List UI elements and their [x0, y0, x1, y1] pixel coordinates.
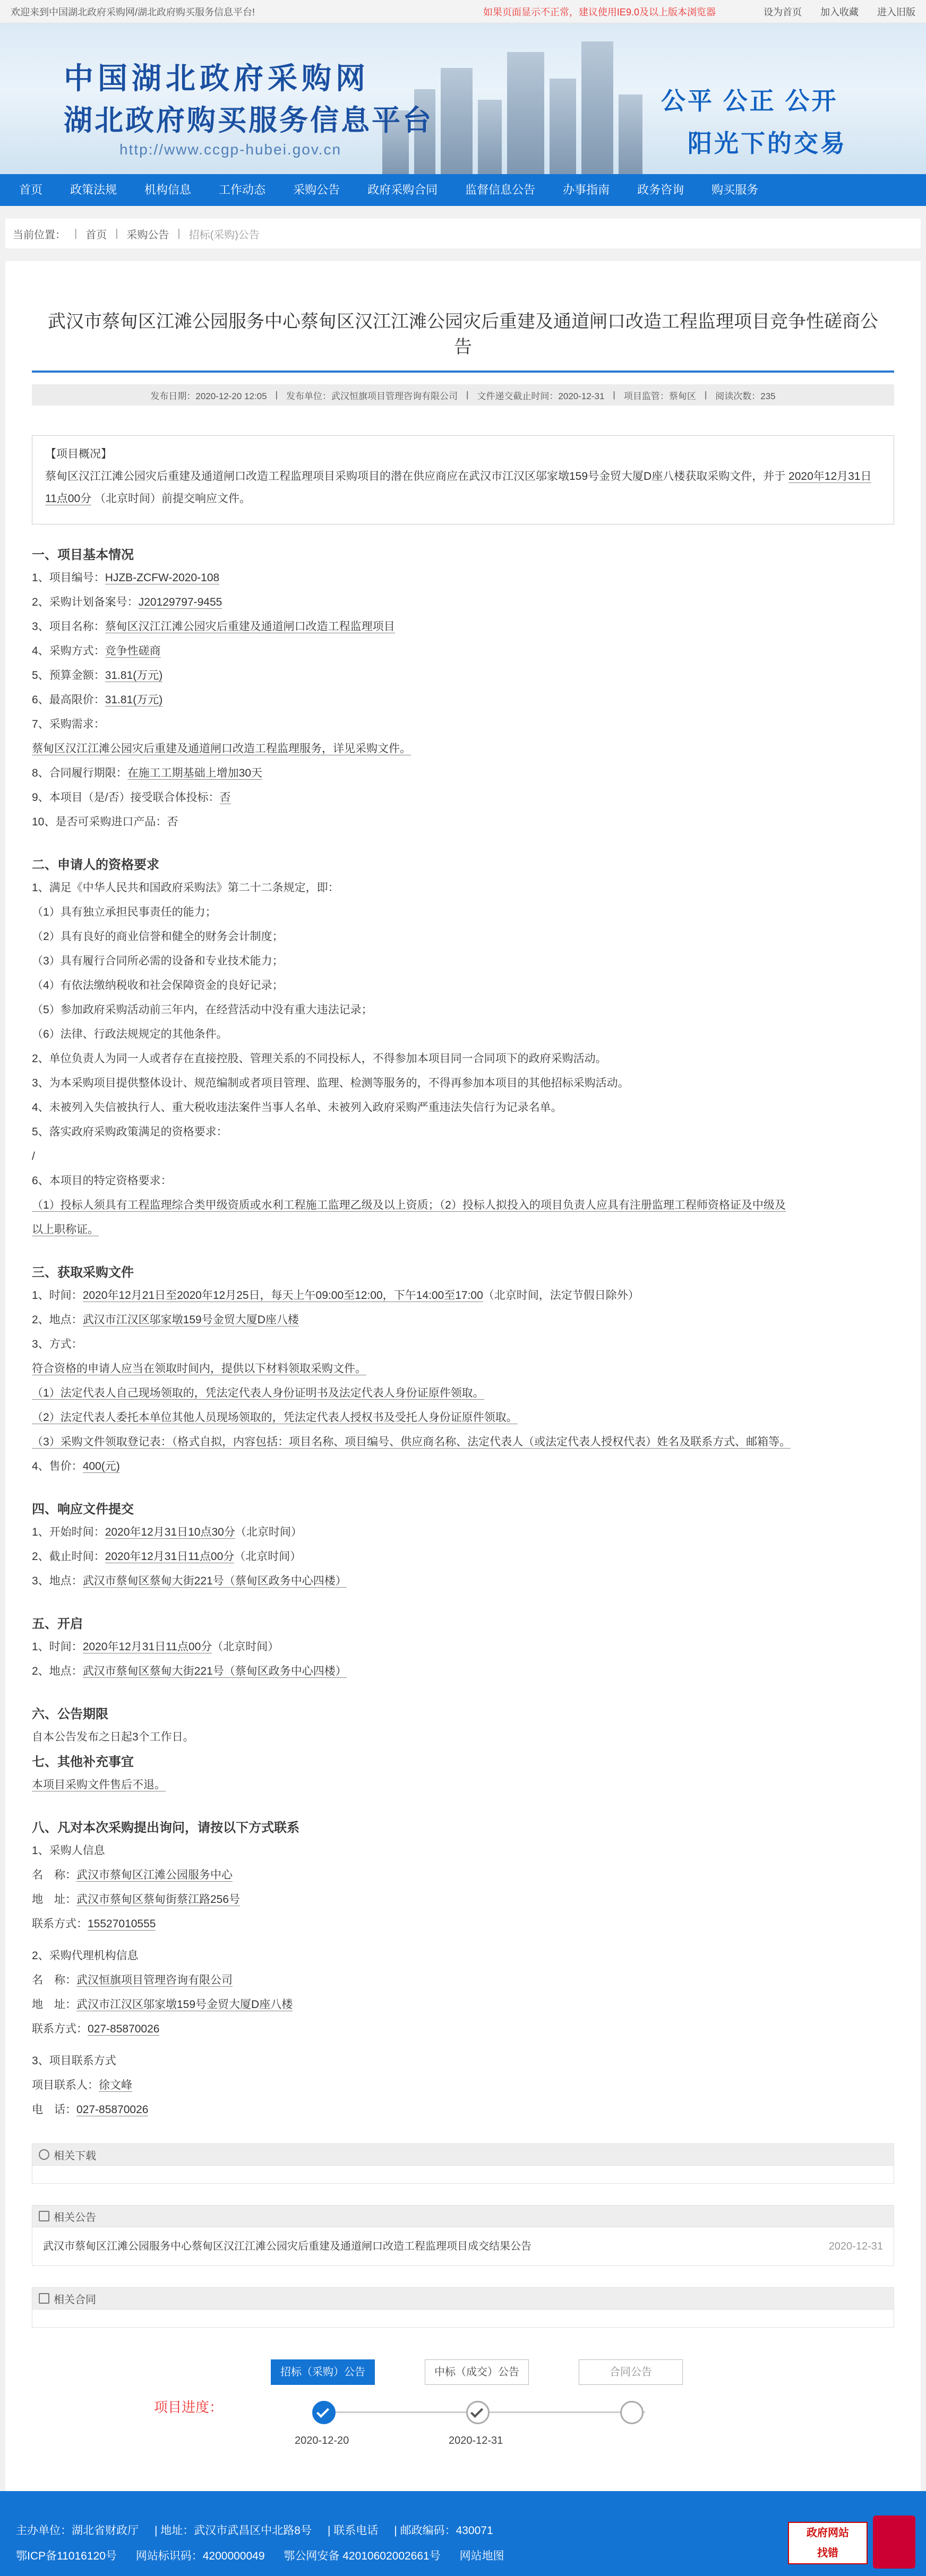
- region: 项目监管：蔡甸区: [623, 391, 696, 401]
- obtain-method-item: （2）法定代表人委托本单位其他人员现场领取的，凭法定代表人授权书及受托人身份证原件领取。: [32, 1411, 518, 1424]
- section-heading-8: 八、凡对本次采购提出询问，请按以下方式联系: [32, 1821, 299, 1835]
- related-notices: [32, 2205, 894, 2266]
- step-award-notice[interactable]: 中标（成交）公告: [425, 2359, 529, 2385]
- qualification-line: （4）有依法缴纳税收和社会保障资金的良好记录；: [32, 979, 284, 992]
- view-count: 阅读次数：235: [715, 391, 776, 401]
- purchaser-phone: 15527010555: [88, 1918, 156, 1930]
- related-downloads: [32, 2143, 894, 2184]
- section-heading-2: 二、申请人的资格要求: [32, 858, 159, 872]
- label: 地 址：: [32, 1893, 76, 1906]
- obtain-method-text: 符合资格的申请人应当在领取时间内，提供以下材料领取采购文件。: [32, 1363, 366, 1375]
- consortium-allowed: 否: [219, 791, 231, 804]
- submit-start: 2020年12月31日10点30分: [105, 1526, 235, 1538]
- project-progress: [32, 2354, 894, 2482]
- qualification-line: （1）具有独立承担民事责任的能力；: [32, 906, 217, 918]
- contact-phone: 027-85870026: [76, 2104, 149, 2116]
- badge-line2: 找错: [817, 2547, 838, 2559]
- title-divider: [32, 371, 894, 373]
- time-note: （北京时间）: [212, 1641, 279, 1653]
- related-downloads-title: 相关下载: [54, 2150, 96, 2162]
- nav-contracts[interactable]: 政府采购合同: [367, 183, 438, 196]
- label: 名 称：: [32, 1974, 76, 1986]
- label: 6、最高限价：: [32, 694, 105, 706]
- label: 3、项目名称：: [32, 621, 105, 633]
- old-version-link[interactable]: 进入旧版: [877, 6, 915, 18]
- overview-text: 蔡甸区汉江江滩公园灾后重建及通道闸口改造工程监理项目采购项目的潜在供应商应在武汉市江汉区邬家墩159号金贸大厦D座八楼获取采购文件，并于: [45, 470, 786, 483]
- label: 电 话：: [32, 2104, 76, 2116]
- progress-label: 项目进度：: [154, 2399, 224, 2415]
- nav-guide[interactable]: 办事指南: [563, 183, 610, 196]
- agency-address: 武汉市江汉区邬家墩159号金贸大厦D座八楼: [76, 1998, 293, 2011]
- nav-home[interactable]: 首页: [19, 183, 43, 196]
- deadline: 文件递交截止时间：2020-12-31: [477, 391, 605, 401]
- related-contracts: [32, 2287, 894, 2328]
- label: 4、采购方式：: [32, 645, 105, 657]
- report-error-badge[interactable]: [788, 2522, 868, 2564]
- publish-date: 发布日期：2020-12-20 12:05: [150, 391, 267, 401]
- qualification-line: （5）参加政府采购活动前三年内，在经营活动中没有重大违法记录；: [32, 1004, 373, 1016]
- nav-policy[interactable]: 政策法规: [70, 183, 117, 196]
- label: 联系方式：: [32, 1918, 88, 1930]
- qualification-line: 1、满足《中华人民共和国政府采购法》第二十二条规定，即：: [32, 882, 339, 894]
- article-panel: [5, 261, 921, 2544]
- top-bar: [0, 0, 926, 23]
- requirements-label: 7、采购需求：: [32, 718, 105, 730]
- footer-post: 邮政编码：430071: [400, 2525, 493, 2537]
- label: 5、预算金额：: [32, 669, 105, 682]
- set-homepage-link[interactable]: 设为首页: [763, 6, 802, 18]
- label: 4、售价：: [32, 1460, 83, 1472]
- contact-group-title: 3、项目联系方式: [32, 2055, 116, 2067]
- qualification-line: （6）法律、行政法规规定的其他条件。: [32, 1028, 228, 1040]
- add-favorite-link[interactable]: 加入收藏: [820, 6, 859, 18]
- label: 联系方式：: [32, 2023, 88, 2035]
- related-notices-title: 相关公告: [54, 2211, 96, 2224]
- label: 名 称：: [32, 1869, 76, 1881]
- browser-notice: 如果页面显示不正常，建议使用IE9.0及以上版本浏览器: [483, 6, 716, 18]
- page-title: 武汉市蔡甸区江滩公园服务中心蔡甸区汉江江滩公园灾后重建及通道闸口改造工程监理项目竞争性磋商公告: [48, 312, 878, 357]
- procurement-method: 竞争性磋商: [105, 645, 161, 657]
- section-heading-6: 六、公告期限: [32, 1707, 108, 1721]
- qualification-line: （3）具有履行合同所必需的设备和专业技术能力；: [32, 955, 284, 967]
- notice-period: 自本公告发布之日起3个工作日。: [32, 1731, 194, 1743]
- list-icon: [39, 2293, 49, 2304]
- step-node-2: [466, 2401, 490, 2424]
- step-tender-notice[interactable]: 招标（采购）公告: [271, 2359, 375, 2385]
- import-allowed: 否: [167, 816, 178, 828]
- footer-address: 地址：武汉市武昌区中北路8号: [160, 2525, 312, 2537]
- download-icon: [39, 2149, 49, 2160]
- open-location: 武汉市蔡甸区蔡甸大街221号（蔡甸区政务中心四楼）: [82, 1665, 347, 1677]
- footer-police[interactable]: 鄂公网安备 42010602002661号: [284, 2550, 441, 2562]
- breadcrumb: 当前位置： | 首页 | 采购公告 | 招标(采购)公告: [5, 219, 921, 248]
- obtain-location: 武汉市江汉区邬家墩159号金贸大厦D座八楼: [82, 1314, 299, 1326]
- section-heading-5: 五、开启: [32, 1617, 83, 1631]
- requirements-text: 蔡甸区汉江江滩公园灾后重建及通道闸口改造工程监理服务，详见采购文件。: [32, 743, 411, 755]
- step-node-3: [620, 2401, 644, 2424]
- plan-number: J20129797-9455: [138, 596, 222, 608]
- agency-phone: 027-85870026: [88, 2023, 160, 2035]
- section-heading-7: 七、其他补充事宜: [32, 1755, 134, 1769]
- footer-tel: 联系电话: [333, 2525, 379, 2537]
- nav-institutions[interactable]: 机构信息: [144, 183, 192, 196]
- label: 2、截止时间：: [32, 1550, 105, 1563]
- nav-purchase-service[interactable]: 购买服务: [711, 183, 759, 196]
- time-note: （北京时间）: [235, 1526, 302, 1538]
- breadcrumb-label: 当前位置：: [13, 229, 66, 241]
- label: 2、采购计划备案号：: [32, 596, 139, 608]
- contact-group-title: 1、采购人信息: [32, 1845, 105, 1857]
- qualification-line: /: [32, 1150, 35, 1162]
- contact-person: 徐文峰: [99, 2079, 132, 2091]
- section-heading-3: 三、获取采购文件: [32, 1265, 134, 1280]
- breadcrumb-home[interactable]: 首页: [85, 229, 107, 241]
- obtain-method-item: （1）法定代表人自己现场领取的，凭法定代表人身份证明书及法定代表人身份证原件领取。: [32, 1387, 484, 1399]
- breadcrumb-current: 招标(采购)公告: [188, 229, 260, 241]
- budget: 31.81(万元): [105, 669, 163, 682]
- site-url: http://www.ccgp-hubei.gov.cn: [119, 141, 342, 158]
- section-heading-1: 一、项目基本情况: [32, 548, 134, 562]
- nav-procurement-notice[interactable]: 采购公告: [293, 183, 340, 196]
- overview-text-end: （北京时间）前提交响应文件。: [95, 493, 251, 505]
- project-overview-box: [32, 435, 894, 524]
- label: 2、地点：: [32, 1665, 83, 1677]
- qualification-line: 3、为本采购项目提供整体设计、规范编制或者项目管理、监理、检测等服务的，不得再参加本项目的其他招标采购活动。: [32, 1077, 629, 1089]
- open-time: 2020年12月31日11点00分: [82, 1641, 212, 1653]
- obtain-time: 2020年12月21日至2020年12月25日，每天上午09:00至12:00，下午14:00至17:00: [82, 1289, 483, 1302]
- section-heading-4: 四、响应文件提交: [32, 1502, 134, 1517]
- label: 10、是否可采购进口产品：: [32, 816, 167, 828]
- obtain-method-label: 3、方式：: [32, 1338, 83, 1350]
- notice-date: 2020-12-31: [828, 2241, 883, 2252]
- related-contracts-title: 相关合同: [54, 2294, 96, 2306]
- footer-host: 主办单位：湖北省财政厅: [16, 2525, 139, 2537]
- publisher: 发布单位：武汉恒旗项目管理咨询有限公司: [286, 391, 458, 401]
- breadcrumb-notices[interactable]: 采购公告: [126, 229, 169, 241]
- agency-name: 武汉恒旗项目管理咨询有限公司: [76, 1974, 233, 1986]
- site-banner: [0, 23, 926, 174]
- label: 9、本项目（是/否）接受联合体投标：: [32, 791, 220, 804]
- other-matters: 本项目采购文件售后不退。: [32, 1779, 166, 1791]
- qualification-line: 2、单位负责人为同一人或者存在直接控股、管理关系的不同投标人，不得参加本项目同一合同项下的政府采购活动。: [32, 1053, 607, 1065]
- purchaser-name: 武汉市蔡甸区江滩公园服务中心: [76, 1869, 233, 1881]
- site-subtitle: 湖北政府购买服务信息平台: [64, 105, 433, 136]
- max-price: 31.81(万元): [105, 694, 163, 706]
- label: 1、项目编号：: [32, 572, 105, 584]
- project-name: 蔡甸区汉江江滩公园灾后重建及通道闸口改造工程监理项目: [105, 621, 395, 633]
- label: 8、合同履行期限：: [32, 767, 127, 779]
- label: 地 址：: [32, 1998, 76, 2011]
- special-qualification-cont: 以上职称证。: [32, 1224, 99, 1236]
- contact-group-title: 2、采购代理机构信息: [32, 1950, 139, 1962]
- qualification-line: 5、落实政府采购政策满足的资格要求：: [32, 1126, 228, 1138]
- label: 2、地点：: [32, 1314, 83, 1326]
- footer-sitemap[interactable]: 网站地图: [459, 2550, 504, 2562]
- price: 400(元): [82, 1460, 120, 1472]
- nav-consult[interactable]: 政务咨询: [637, 183, 684, 196]
- list-item[interactable]: [32, 2227, 894, 2265]
- main-nav: [0, 174, 926, 206]
- step-node-1: [312, 2401, 336, 2424]
- purchaser-address: 武汉市蔡甸区蔡甸街蔡江路256号: [76, 1893, 241, 1906]
- list-icon: [39, 2211, 49, 2221]
- qualification-line: 4、未被列入失信被执行人、重大税收违法案件当事人名单、未被列入政府采购严重违法失信行为记录名单。: [32, 1101, 562, 1114]
- special-qualification: （1）投标人须具有工程监理综合类甲级资质或水利工程施工监理乙级及以上资质；（2）投标人拟投入的项目负责人应具有注册监理工程师资格证及中级及: [32, 1199, 786, 1211]
- project-number: HJZB-ZCFW-2020-108: [105, 572, 220, 584]
- site-title: 中国湖北政府采购网: [64, 62, 370, 95]
- badge-line1: 政府网站: [807, 2527, 849, 2539]
- welcome-text: 欢迎来到中国湖北政府采购网/湖北政府购买服务信息平台!: [11, 6, 255, 18]
- slogan-line1: 公平 公正 公开: [661, 87, 838, 115]
- time-note: （北京时间，法定节假日除外）: [483, 1289, 639, 1302]
- step-date-2: 2020-12-31: [449, 2435, 503, 2446]
- label: 1、开始时间：: [32, 1526, 105, 1538]
- notice-link[interactable]: 武汉市蔡甸区江滩公园服务中心蔡甸区汉江江滩公园灾后重建及通道闸口改造工程监理项目成交结果公告: [43, 2241, 531, 2252]
- footer-site-id: 网站标识码：4200000049: [135, 2550, 265, 2562]
- obtain-method-item: （3）采购文件领取登记表：（格式自拟，内容包括：项目名称、项目编号、供应商名称、法定代表人（或法定代表人授权代表）姓名及联系方式、邮箱等。: [32, 1436, 791, 1448]
- check-icon: [470, 2405, 483, 2418]
- step-date-1: 2020-12-20: [295, 2435, 349, 2446]
- label: 1、时间：: [32, 1289, 83, 1302]
- label: 1、时间：: [32, 1641, 83, 1653]
- overview-deadline: 2020年12月31日11点00分: [45, 470, 872, 505]
- check-icon: [316, 2405, 329, 2418]
- contract-period: 在施工工期基础上增加30天: [127, 767, 263, 779]
- label: 3、地点：: [32, 1575, 83, 1587]
- gov-seal-icon[interactable]: [873, 2515, 915, 2569]
- submit-deadline: 2020年12月31日11点00分: [105, 1550, 235, 1563]
- submit-location: 武汉市蔡甸区蔡甸大街221号（蔡甸区政务中心四楼）: [82, 1575, 347, 1587]
- qualification-line: 6、本项目的特定资格要求：: [32, 1175, 172, 1187]
- qualification-line: （2）具有良好的商业信誉和健全的财务会计制度；: [32, 931, 284, 943]
- nav-supervision[interactable]: 监督信息公告: [465, 183, 536, 196]
- overview-heading: 【项目概况】: [45, 448, 112, 460]
- footer-icp[interactable]: 鄂ICP备11016120号: [16, 2550, 117, 2562]
- step-contract-notice[interactable]: 合同公告: [579, 2359, 683, 2385]
- nav-work-news[interactable]: 工作动态: [219, 183, 266, 196]
- slogan-line2: 阳光下的交易: [688, 130, 847, 157]
- time-note: （北京时间）: [234, 1550, 302, 1563]
- article-meta: 发布日期：2020-12-20 12:05 | 发布单位：武汉恒旗项目管理咨询有限公司 | 文件递交截止时间：2020-12-31 | 项目监管：蔡甸区 | 阅读次数：235: [32, 384, 894, 406]
- label: 项目联系人：: [32, 2079, 99, 2091]
- site-footer: 主办单位：湖北省财政厅 | 地址：武汉市武昌区中北路8号 | 联系电话 | 邮政编码：430071 鄂ICP备11016120号 网站标识码：4200000049 鄂公网安备 42010602002661号 网站地图 政府网站 找错: [0, 2491, 926, 2576]
